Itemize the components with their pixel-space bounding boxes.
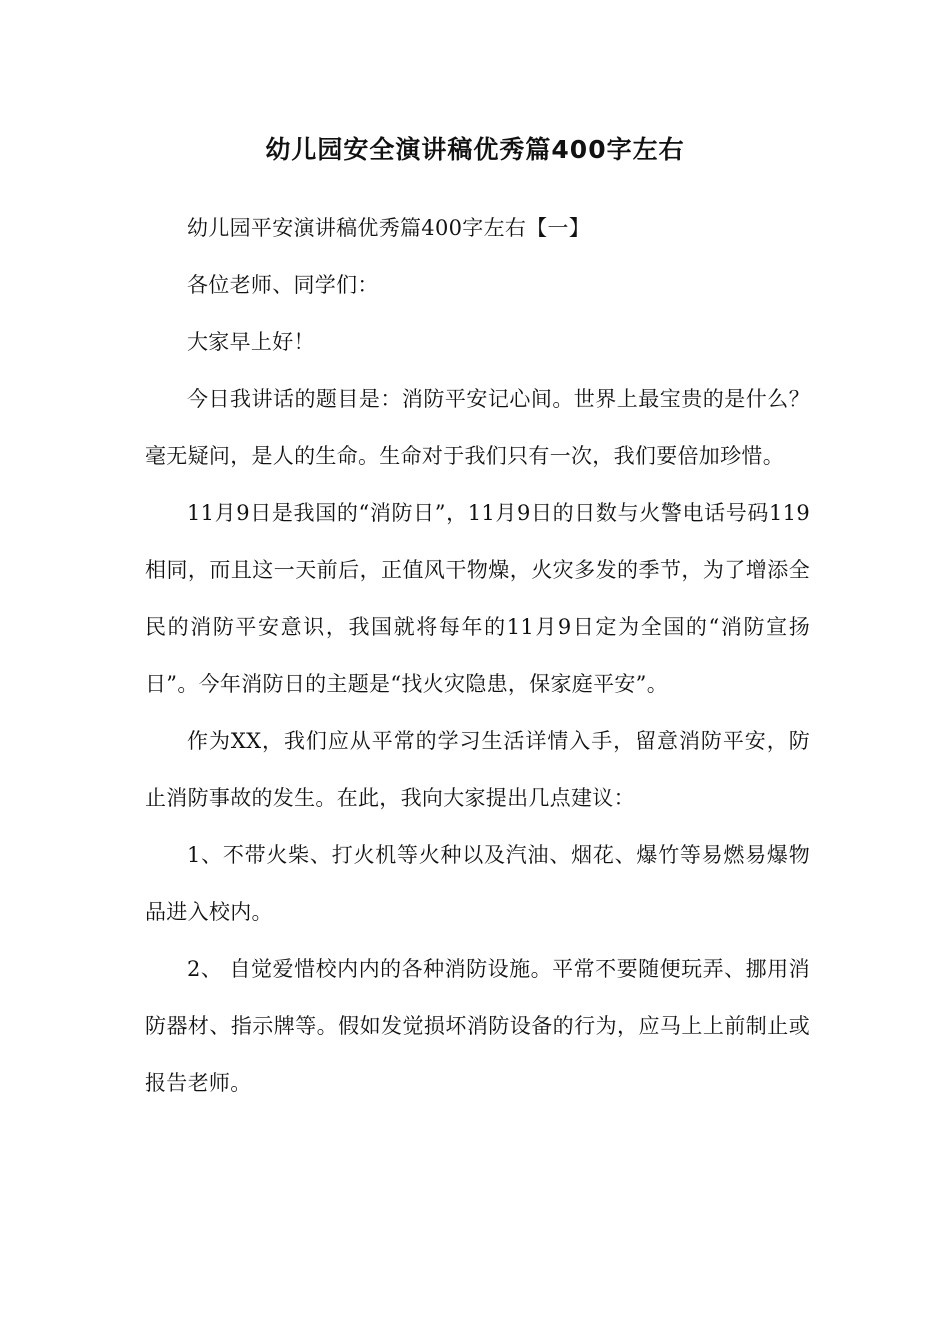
document-body bbox=[145, 200, 810, 1112]
suggestion-item-2: 2、 自觉爱惜校内内的各种消防设施。平常不要随便玩弄、挪用消防器材、指示牌等。假如发觉损坏消防设备的行为，应马上上前制止或报告老师。 bbox=[145, 957, 810, 1095]
document-title: 幼儿园安全演讲稿优秀篇400字左右 bbox=[265, 135, 685, 164]
salutation: 各位老师、同学们： bbox=[187, 273, 379, 297]
greeting: 大家早上好！ bbox=[187, 330, 315, 354]
suggestion-item-1: 1、不带火柴、打火机等火种以及汽油、烟花、爆竹等易燃易爆物品进入校内。 bbox=[145, 843, 810, 924]
paragraph-suggestions: 作为XX，我们应从平常的学习生活详情入手，留意消防平安，防止消防事故的发生。在此，我向大家提出几点建议： bbox=[145, 729, 810, 810]
section-heading: 幼儿园平安演讲稿优秀篇400字左右【一】 bbox=[187, 216, 591, 240]
paragraph-fire-day: 11月9日是我国的“消防日”，11月9日的日数与火警电话号码119相同，而且这一天前后，正值风干物燥，火灾多发的季节，为了增添全民的消防平安意识，我国就将每年的11月9日定为全国的“消防宣扬日”。今年消防日的主题是“找火灾隐患，保家庭平安”。 bbox=[145, 501, 810, 696]
paragraph-intro: 今日我讲话的题目是：消防平安记心间。世界上最宝贵的是什么？毫无疑问，是人的生命。生命对于我们只有一次，我们要倍加珍惜。 bbox=[145, 387, 810, 468]
